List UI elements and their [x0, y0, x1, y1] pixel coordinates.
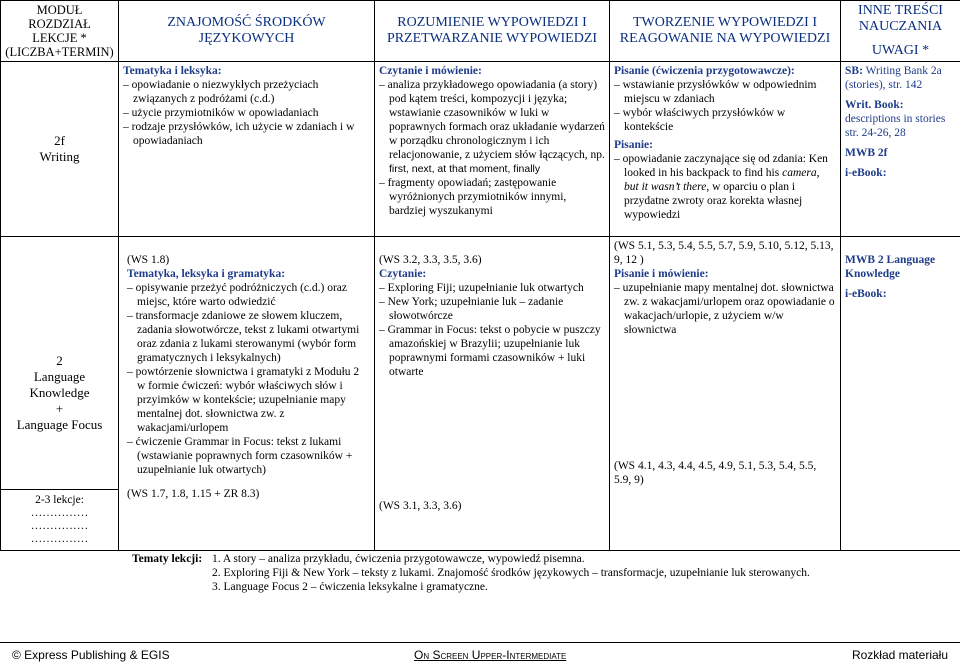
lesson-name: Language Focus — [16, 417, 103, 432]
list-item: – ćwiczenie Grammar in Focus: tekst z lukami (wstawianie poprawnych form czasowników + uzupełnianie luk otwartych) — [127, 435, 370, 477]
section-title: Pisanie i mówienie: — [614, 268, 709, 280]
language-cell-2 — [119, 237, 375, 551]
lessons-dots: …………… — [30, 507, 89, 519]
section-title: Tematyka i leksyka: — [123, 65, 222, 77]
header-language-knowledge: ZNAJOMOŚĆ ŚRODKÓW JĘZYKOWYCH — [119, 1, 375, 62]
other-cell-2 — [841, 237, 960, 551]
ebook-reference: i-eBook: — [845, 288, 887, 300]
sb-reference — [845, 64, 956, 92]
section-title: Czytanie: — [379, 268, 427, 280]
language-cell-2f — [119, 62, 375, 237]
topic-text: 3. Language Focus 2 – ćwiczenia leksykalne i gramatyczne. — [212, 581, 488, 593]
lessons-dots: …………… — [30, 520, 89, 532]
wb-reference — [845, 98, 956, 140]
ws-reference: (WS 3.1, 3.3, 3.6) — [379, 500, 462, 512]
topic-line — [132, 566, 958, 580]
list-item: – opisywanie przeżyć podróżniczych (c.d.) oraz miejsc, które warto odwiedzić — [127, 281, 370, 309]
list-item — [614, 152, 836, 222]
list-item: – fragmenty opowiadań; zastępowanie wyróżnionych przymiotników innymi, bardziej wyszukanymi — [379, 176, 605, 218]
lesson-cell-2 — [1, 237, 119, 551]
list-item: – wstawianie przysłówków w odpowiednim miejscu w zdaniach — [614, 78, 836, 106]
lessons-dots: …………… — [30, 533, 89, 545]
topic-text: 2. Exploring Fiji & New York – teksty z lukami. Znajomość środków językowych – transformacje, uzupełnianie luk sterowanych. — [212, 567, 810, 579]
quote-italic: camera, but it wasn’t there — [624, 167, 820, 193]
mwb-reference: MWB 2 Language Knowledge — [845, 254, 936, 280]
lesson-number: 2 — [56, 353, 63, 368]
ws-reference: (WS 4.1, 4.3, 4.4, 4.5, 4.9, 5.1, 5.3, 5.4, 5.5, 5.9, 9) — [614, 460, 817, 486]
topic-line — [132, 580, 958, 594]
lesson-name: Language — [33, 369, 86, 384]
footer-document-title: Rozkład materiału — [851, 648, 948, 662]
lesson-name: Writing — [39, 149, 80, 164]
header-other — [841, 1, 960, 62]
list-item: – użycie przymiotników w opowiadaniach — [123, 106, 370, 120]
comprehension-cell-2 — [375, 237, 610, 551]
lesson-plus: + — [55, 401, 64, 416]
header-comprehension: ROZUMIENIE WYPOWIEDZI I PRZETWARZANIE WYPOWIEDZI — [375, 1, 610, 62]
item-text-end: , w oparciu o plan i przydatne zwroty oraz korekta własnej wypowiedzi — [624, 181, 803, 221]
ebook-reference: i-eBook: — [845, 167, 887, 179]
item-text: analiza przykładowego opowiadania (a story) pod kątem treści, kompozycji i języka; wstawianie czasowników w luki w poprawnych formach oraz układanie wydarzeń w porządku chronologicznym i ich relacjonowanie, z użyciem słów łączących, np. — [387, 79, 605, 161]
sb-label: SB: — [845, 65, 863, 77]
lesson-topics — [132, 552, 958, 594]
section-title: Czytanie i mówienie: — [379, 65, 482, 77]
lesson-row-2 — [1, 237, 960, 551]
production-cell-2 — [610, 237, 841, 551]
linking-words: first, next, at that moment, finally — [389, 163, 541, 175]
list-item: – powtórzenie słownictwa i gramatyki z Modułu 2 w formie ćwiczeń: wybór właściwych słów i przyimków w kontekście; uzupełnianie mapy mentalnej dot. słownictwa zw. z wakacjami/urlopem — [127, 365, 370, 435]
page-footer — [0, 642, 960, 663]
comprehension-cell-2f — [375, 62, 610, 237]
wb-text: descriptions in stories str. 24-26, 28 — [845, 113, 946, 139]
lessons-label: 2-3 lekcje: — [35, 494, 84, 506]
footer-course-title: On Screen Upper-Intermediate — [414, 648, 567, 662]
lesson-code: 2f — [54, 133, 65, 148]
topic-text: 1. A story – analiza przykładu, ćwiczenia przygotowawcze, wypowiedź pisemna. — [212, 553, 585, 565]
topic-line — [132, 552, 958, 566]
list-item: – rodzaje przysłówków, ich użycie w zdaniach i w opowiadaniach — [123, 120, 370, 148]
list-item: – Grammar in Focus: tekst o pobycie w puszczy amazońskiej w Brazylii; uzupełnianie luk poprawnymi formami czasowników + luki otwarte — [379, 323, 605, 379]
section-title: Tematyka, leksyka i gramatyka: — [127, 268, 286, 280]
ws-reference: (WS 1.7, 1.8, 1.15 + ZR 8.3) — [127, 488, 260, 500]
ws-reference: (WS 5.1, 5.3, 5.4, 5.5, 5.7, 5.9, 5.10, 5.12, 5.13, 9, 12 ) — [614, 240, 834, 266]
quote-start: Ken looked in his backpack to find his — [624, 153, 828, 179]
list-item: – Exploring Fiji; uzupełnianie luk otwartych — [379, 281, 605, 295]
lesson-title-block — [1, 237, 118, 490]
list-item: – uzupełnianie mapy mentalnej dot. słownictwa zw. z wakacjami/urlopem oraz opowiadanie o wakacjach/urlopie, z użyciem w/w słownictwa — [614, 281, 836, 337]
list-item: – wybór właściwych przysłówków w kontekście — [614, 106, 836, 134]
header-other-content: INNE TREŚCI NAUCZANIA — [858, 3, 943, 34]
list-item — [379, 78, 605, 176]
header-production: TWORZENIE WYPOWIEDZI I REAGOWANIE NA WYPOWIEDZI — [610, 1, 841, 62]
ws-reference: (WS 3.2, 3.3, 3.5, 3.6) — [379, 254, 482, 266]
section-title: Pisanie: — [614, 139, 653, 151]
lesson-row-2f — [1, 62, 960, 237]
sb-text: Writing Bank 2a (stories), str. 142 — [845, 65, 942, 91]
lesson-name: Knowledge — [29, 385, 90, 400]
mwb-reference: MWB 2f — [845, 147, 888, 159]
lessons-count-block — [1, 490, 118, 550]
ws-reference: (WS 1.8) — [127, 254, 170, 266]
list-item: – New York; uzupełnianie luk – zadanie słowotwórcze — [379, 295, 605, 323]
list-item: – transformacje zdaniowe ze słowem kluczem, zadania słowotwórcze, tekst z lukami otwartymi oraz zdania z lukami sterowanymi (wybór form gramatycznych i leksykalnych) — [127, 309, 370, 365]
production-cell-2f — [610, 62, 841, 237]
other-cell-2f — [841, 62, 960, 237]
header-module: MODUŁ ROZDZIAŁ LEKCJE * (LICZBA+TERMIN) — [1, 1, 119, 62]
list-item: – opowiadanie o niezwykłych przeżyciach związanych z podróżami (c.d.) — [123, 78, 370, 106]
item-text: opowiadanie zaczynające się od zdania: — [622, 153, 806, 165]
footer-copyright: © Express Publishing & EGIS — [12, 648, 170, 662]
lesson-cell-2f — [1, 62, 119, 237]
topics-label: Tematy lekcji: — [132, 553, 203, 565]
header-notes: UWAGI * — [871, 43, 930, 58]
wb-label: Writ. Book: — [845, 99, 904, 111]
header-row — [1, 1, 960, 62]
section-title: Pisanie (ćwiczenia przygotowawcze): — [614, 65, 795, 77]
